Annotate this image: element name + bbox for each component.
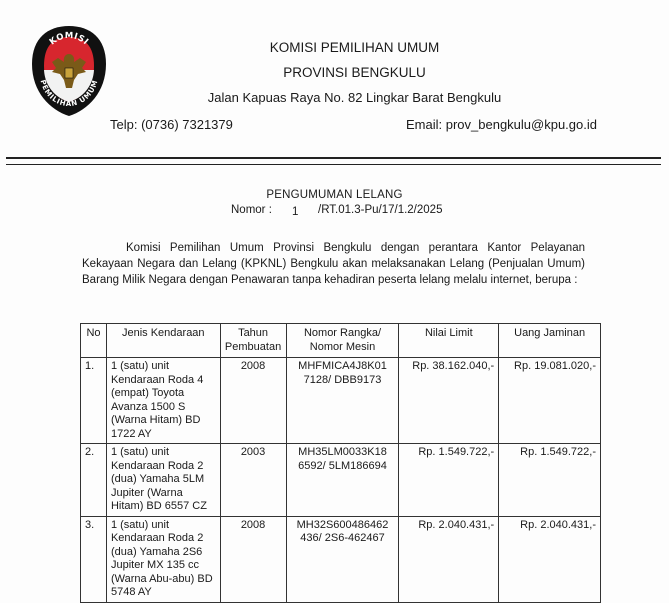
cell-no: 1. [81,358,107,444]
svg-text:PEMILIHAN UMUM: PEMILIHAN UMUM [38,78,100,109]
header-no: No [81,324,107,358]
cell-nomor: MH35LM0033K18 6592/ 5LM186694 [286,444,399,517]
cell-limit: Rp. 2.040.431,- [399,516,499,602]
table-row [81,358,601,444]
header-jenis: Jenis Kendaraan [106,324,220,358]
cell-nomor: MHFMICA4J8K01 7128/ DBB9173 [286,358,399,444]
table-row [81,516,601,602]
cell-jaminan: Rp. 1.549.722,- [499,444,601,517]
header-nomor: Nomor Rangka/ Nomor Mesin [286,324,399,358]
number-suffix: /RT.01.3-Pu/17/1.2/2025 [318,204,443,216]
cell-tahun: 2003 [220,444,286,517]
province-name: PROVINSI BENGKULU [283,65,426,80]
cell-no: 3. [81,516,107,602]
header-rule-thick [6,157,661,159]
cell-tahun: 2008 [220,358,286,444]
auction-table [80,323,601,603]
header-rule-thin [6,164,661,165]
org-name: KOMISI PEMILIHAN UMUM [269,40,440,55]
cell-tahun: 2008 [220,516,286,602]
cell-jenis: 1 (satu) unit Kendaraan Roda 2 (dua) Yamaha 2S6 Jupiter MX 135 cc (Warna Abu-abu) BD 5748 AY [106,516,220,602]
announcement-title: PENGUMUMAN LELANG [266,189,403,201]
cell-jaminan: Rp. 19.081.020,- [499,358,601,444]
table-header-row [81,324,601,358]
cell-no: 2. [81,444,107,517]
number-value: 1 [292,206,299,218]
cell-limit: Rp. 1.549.722,- [399,444,499,517]
number-label: Nomor : [231,204,272,216]
svg-text:KOMISI: KOMISI [47,30,91,48]
header-limit: Nilai Limit [399,324,499,358]
org-address: Jalan Kapuas Raya No. 82 Lingkar Barat Bengkulu [207,90,502,105]
header-tahun: Tahun Pembuatan [220,324,286,358]
email-line: Email: prov_bengkulu@kpu.go.id [406,117,597,132]
cell-limit: Rp. 38.162.040,- [399,358,499,444]
phone-line: Telp: (0736) 7321379 [110,117,233,132]
cell-jenis: 1 (satu) unit Kendaraan Roda 2 (dua) Yamaha 5LM Jupiter (Warna Hitam) BD 6557 CZ [106,444,220,517]
announcement-body: Komisi Pemilihan Umum Provinsi Bengkulu dengan perantara Kantor Pelayanan Kekayaan Negara dan Lelang (KPKNL) Bengkulu akan melaksanakan Lelang (Penjualan Umum) Barang Milik Negara dengan Penawaran tanpa kehadiran peserta lelang melalu internet, berupa : [82,242,585,286]
cell-jenis: 1 (satu) unit Kendaraan Roda 4 (empat) Toyota Avanza 1500 S (Warna Hitam) BD 1722 AY [106,358,220,444]
cell-jaminan: Rp. 2.040.431,- [499,516,601,602]
cell-nomor: MH32S600486462 436/ 2S6-462467 [286,516,399,602]
table-row [81,444,601,517]
header-jaminan: Uang Jaminan [499,324,601,358]
